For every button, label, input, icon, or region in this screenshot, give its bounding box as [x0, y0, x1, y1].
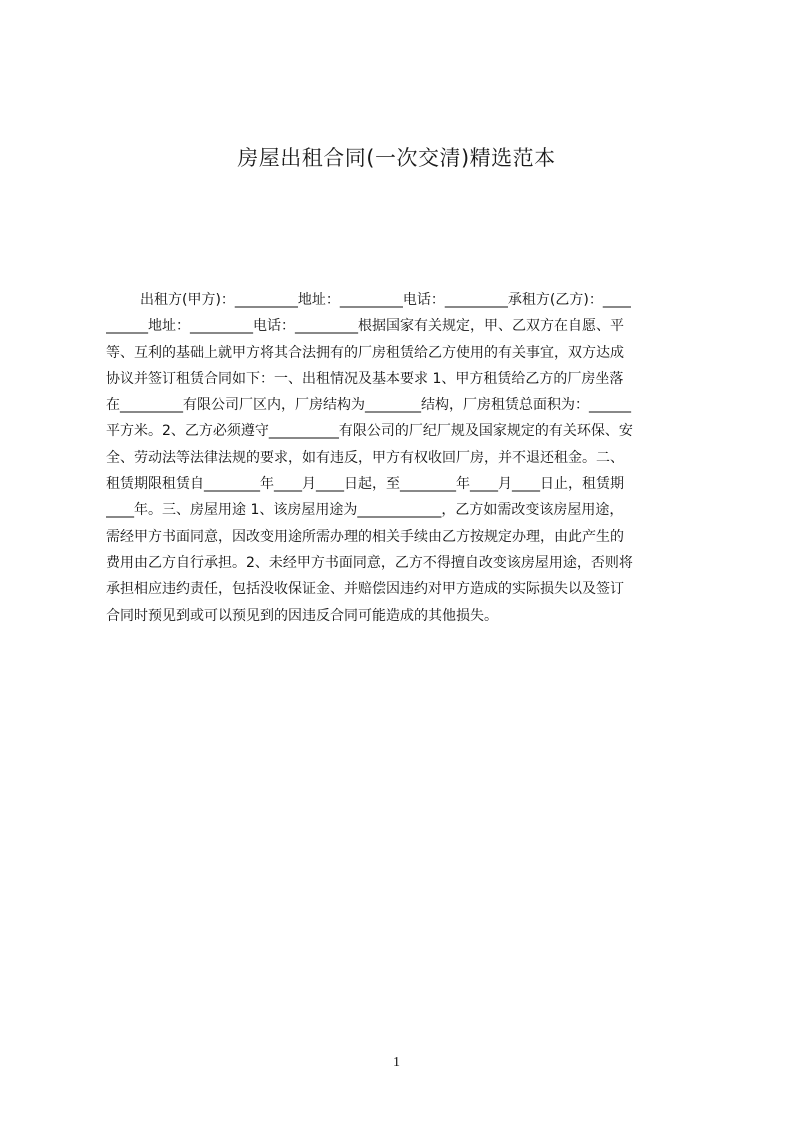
page-number: 1: [393, 1055, 400, 1070]
body-line-9: ____年。三、房屋用途 1、该房屋用途为____________，乙方如需改变该房屋用途，: [106, 502, 624, 519]
body-line-11: 费用由乙方自行承担。2、未经甲方书面同意，乙方不得擅自改变该房屋用途，否则将: [106, 554, 633, 571]
contract-body: [106, 287, 698, 647]
body-line-7: 全、劳动法等法律法规的要求，如有违反，甲方有权收回厂房，并不退还租金。二、: [106, 449, 624, 466]
body-line-13: 合同时预见到或可以预见到的因违反合同可能造成的其他损失。: [106, 607, 498, 624]
body-line-6: 平方米。2、乙方必须遵守__________有限公司的厂纪厂规及国家规定的有关环保、安: [106, 423, 633, 440]
body-line-10: 需经甲方书面同意，因改变用途所需办理的相关手续由乙方按规定办理，由此产生的: [106, 528, 624, 545]
body-line-4: 协议并签订租赁合同如下：一、出租情况及基本要求 1、甲方租赁给乙方的厂房坐落: [106, 370, 624, 387]
body-line-3: 等、互利的基础上就甲方将其合法拥有的厂房租赁给乙方使用的有关事宜，双方达成: [106, 344, 624, 361]
body-line-12: 承担相应违约责任，包括没收保证金、并赔偿因违约对甲方造成的实际损失以及签订: [106, 581, 624, 598]
body-line-8: 租赁期限租赁自________年____月____日起，至________年____月____日止，租赁期: [106, 476, 624, 493]
body-line-5: 在_________有限公司厂区内，厂房结构为________结构，厂房租赁总面积为：______: [106, 397, 631, 414]
body-line-1: 出租方(甲方)：_________地址：_________电话：_________承租方(乙方)：____: [140, 292, 631, 308]
body-line-2: ______地址：_________电话：_________根据国家有关规定，甲、乙双方在自愿、平: [106, 318, 624, 335]
document-title: 房屋出租合同(一次交清)精选范本: [237, 146, 556, 170]
